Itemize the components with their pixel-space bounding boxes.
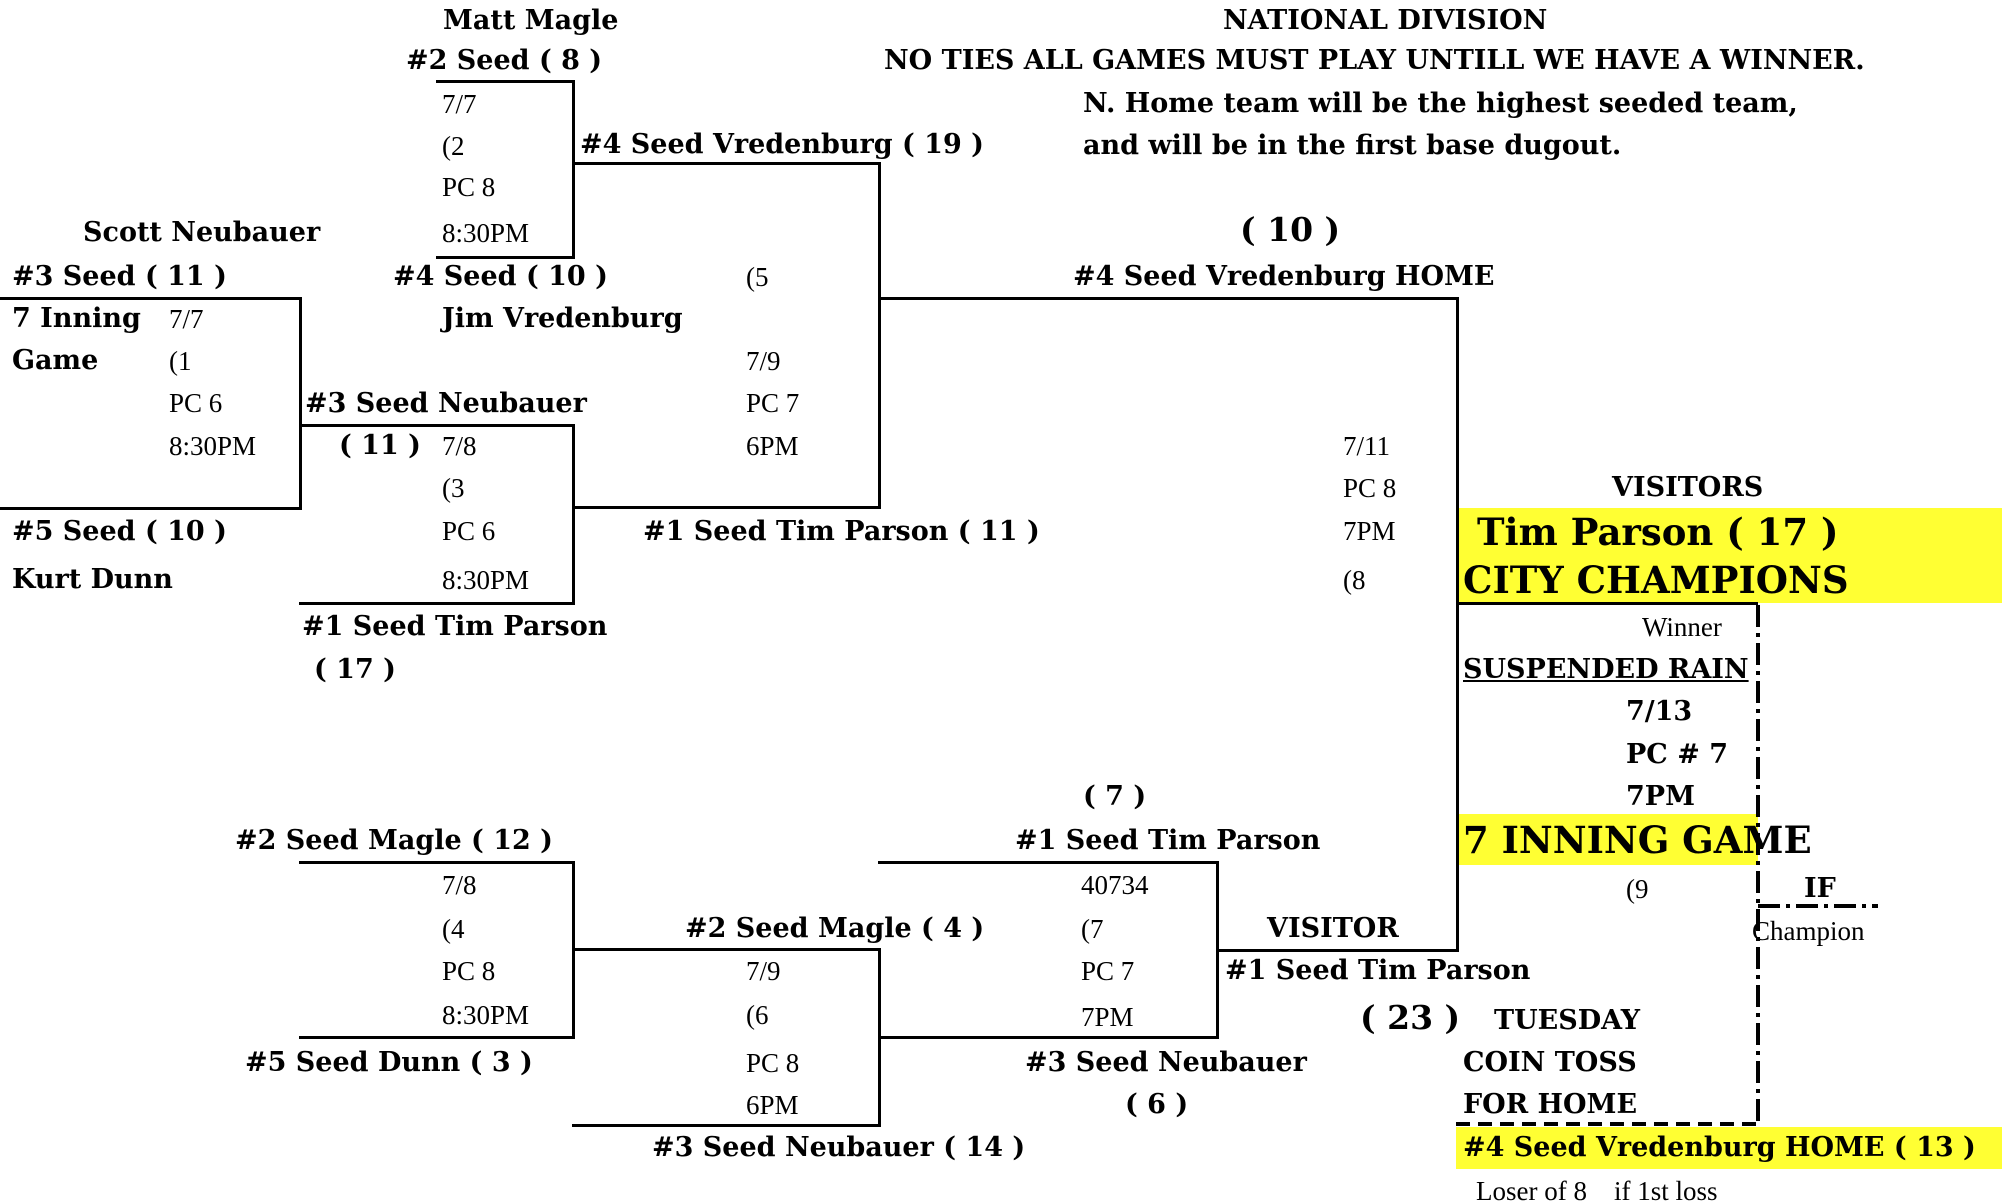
pitch-count: PC 7 — [1081, 956, 1135, 986]
team-label: #4 Seed Vredenburg HOME — [1073, 261, 1495, 292]
team-label: #2 Seed Magle ( 4 ) — [685, 913, 985, 944]
game-date: 7/8 — [442, 431, 477, 461]
game-note: 7 Inning — [12, 303, 141, 334]
inning-note: 7 INNING GAME — [1463, 818, 1812, 862]
manager-name: Matt Magle — [443, 5, 619, 36]
game-time: 8:30PM — [169, 431, 257, 461]
team-label: #1 Seed Tim Parson ( 11 ) — [643, 516, 1040, 547]
game-date: 7/8 — [442, 870, 477, 900]
if-label: IF — [1804, 873, 1836, 904]
game-number: (5 — [746, 262, 769, 292]
game-number: (3 — [442, 473, 465, 503]
pitch-count: PC 8 — [1343, 473, 1397, 503]
game-time: 6PM — [746, 1090, 799, 1120]
winner-label: Winner — [1642, 612, 1722, 642]
team-label: #1 Seed Tim Parson — [1015, 825, 1321, 856]
champion-name: Tim Parson ( 17 ) — [1477, 510, 1839, 554]
coin-toss-note: COIN TOSS — [1463, 1047, 1637, 1078]
manager-name: Scott Neubauer — [83, 217, 321, 248]
team-label: #4 Seed Vredenburg HOME ( 13 ) — [1463, 1132, 1976, 1163]
seed-label: #3 Seed ( 11 ) — [12, 261, 227, 292]
game-time: 8:30PM — [442, 565, 530, 595]
division-title: NATIONAL DIVISION — [1223, 5, 1548, 36]
team-label: #1 Seed Tim Parson — [302, 611, 608, 642]
game-time: 7PM — [1343, 516, 1396, 546]
game-note: Game — [12, 345, 99, 376]
champion-label: Champion — [1752, 916, 1865, 946]
game-date: 7/7 — [442, 89, 477, 119]
tuesday-note: TUESDAY — [1494, 1005, 1641, 1036]
game-date: 7/9 — [746, 346, 781, 376]
home-note-line1: N. Home team will be the highest seeded team, — [1083, 88, 1798, 119]
seed-label: #5 Seed Dunn ( 3 ) — [245, 1047, 533, 1078]
game-date: 7/13 — [1626, 696, 1693, 727]
team-score: ( 23 ) — [1360, 998, 1461, 1037]
team-label: #4 Seed Vredenburg ( 19 ) — [580, 129, 984, 160]
game-time: 7PM — [1626, 781, 1695, 812]
team-label: #3 Seed Neubauer — [1025, 1047, 1307, 1078]
visitors-label: VISITORS — [1612, 472, 1764, 503]
team-label: #1 Seed Tim Parson — [1225, 955, 1531, 986]
team-score: ( 17 ) — [314, 654, 396, 685]
seed-label: #5 Seed ( 10 ) — [12, 516, 227, 547]
home-note-line2: and will be in the first base dugout. — [1083, 130, 1622, 161]
manager-name: Jim Vredenburg — [442, 303, 683, 334]
game-number: (2 — [442, 131, 465, 161]
team-score: ( 11 ) — [339, 430, 421, 461]
pitch-count: PC 8 — [442, 172, 496, 202]
game-number: (9 — [1626, 874, 1649, 904]
pitch-count: PC 8 — [746, 1048, 800, 1078]
seed-label: #4 Seed ( 10 ) — [393, 261, 608, 292]
game-date: 7/9 — [746, 956, 781, 986]
seed-label: #2 Seed Magle ( 12 ) — [235, 825, 553, 856]
team-score: ( 7 ) — [1083, 781, 1147, 812]
manager-name: Kurt Dunn — [12, 564, 173, 595]
visitor-label: VISITOR — [1267, 913, 1399, 944]
team-label: #3 Seed Neubauer — [305, 388, 587, 419]
game-number: (8 — [1343, 565, 1366, 595]
game-date: 7/7 — [169, 304, 204, 334]
team-label: #3 Seed Neubauer ( 14 ) — [652, 1132, 1026, 1163]
pitch-count: PC 7 — [746, 388, 800, 418]
game-number: (1 — [169, 346, 192, 376]
game-number: (4 — [442, 914, 465, 944]
rule-note: NO TIES ALL GAMES MUST PLAY UNTILL WE HAVE A WINNER. — [884, 45, 1865, 76]
game-date: 7/11 — [1343, 431, 1390, 461]
game-date: 40734 — [1081, 870, 1149, 900]
loser-note: Loser of 8 if 1st loss — [1476, 1176, 1718, 1202]
game-time: 8:30PM — [442, 218, 530, 248]
pitch-count: PC 6 — [442, 516, 496, 546]
team-score: ( 6 ) — [1125, 1089, 1189, 1120]
game-number: (6 — [746, 1000, 769, 1030]
suspended-note: SUSPENDED RAIN — [1463, 654, 1749, 685]
seed-label: #2 Seed ( 8 ) — [406, 45, 603, 76]
game-time: 6PM — [746, 431, 799, 461]
game-time: 8:30PM — [442, 1000, 530, 1030]
for-home-note: FOR HOME — [1463, 1089, 1638, 1120]
pitch-count: PC 8 — [442, 956, 496, 986]
champion-title: CITY CHAMPIONS — [1463, 558, 1849, 602]
game-time: 7PM — [1081, 1002, 1134, 1032]
pitch-count: PC # 7 — [1626, 739, 1729, 770]
pitch-count: PC 6 — [169, 388, 223, 418]
game-number: (7 — [1081, 914, 1104, 944]
team-score: ( 10 ) — [1240, 210, 1341, 249]
